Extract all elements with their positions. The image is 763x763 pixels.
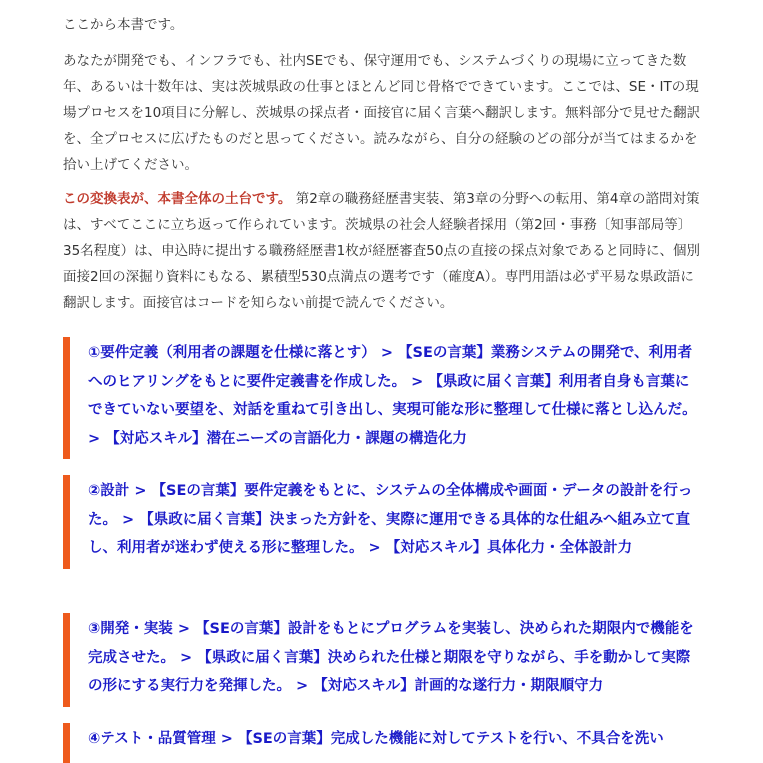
conversion-block-text: ②設計 > 【SEの言葉】要件定義をもとに、システムの全体構成や画面・データの設計を行った。 > 【県政に届く言葉】決まった方針を、実際に運用できる具体的な仕組みへ組み立て直し、利用者が迷わず使える形に整理した。 > 【対応スキル】具体化力・全体設計力 [88, 483, 693, 557]
paragraph-2 [63, 186, 703, 316]
conversion-block-text: ①要件定義（利用者の課題を仕様に落とす） > 【SEの言葉】業務システムの開発で、利用者へのヒアリングをもとに要件定義書を作成した。 > 【県政に届く言葉】利用者自身も言葉にできていない要望を、対話を重ねて引き出し、実現可能な形に整理して仕様に落とし込んだ。 > 【対応スキル】潜在ニーズの言語化力・課題の構造化力 [88, 345, 697, 447]
paragraph-1: あなたが開発でも、インフラでも、社内SEでも、保守運用でも、システムづくりの現場に立ってきた数年、あるいは十数年は、実は茨城県政の仕事とほとんど同じ骨格でできています。ここでは、SE・ITの現場プロセスを10項目に分解し、茨城県の採点者・面接官に届く言葉へ翻訳します。無料部分で見せた翻訳を、全プロセスに広げたものだと思ってください。読みながら、自分の経験のどの部分が当てはまるかを拾い上げてください。 [63, 53, 701, 173]
conversion-block-text: ④テスト・品質管理 > 【SEの言葉】完成した機能に対してテストを行い、不具合を洗い [88, 731, 664, 747]
paragraph-2-highlight: この変換表が、本書全体の土台です。 [63, 191, 292, 207]
intro-text: ここから本書です。 [63, 17, 184, 33]
conversion-block-3 [63, 613, 703, 707]
conversion-block-2 [63, 475, 703, 569]
conversion-block-4 [63, 723, 703, 763]
conversion-block-1 [63, 337, 703, 459]
conversion-block-text: ③開発・実装 > 【SEの言葉】設計をもとにプログラムを実装し、決められた期限内で機能を完成させた。 > 【県政に届く言葉】決められた仕様と期限を守りながら、手を動かして実際の形にする実行力を発揮した。 > 【対応スキル】計画的な遂行力・期限順守力 [88, 621, 694, 695]
paragraph-2-body: 第2章の職務経歴書実装、第3章の分野への転用、第4章の諮問対策は、すべてここに立ち返って作られています。茨城県の社会人経験者採用（第2回・事務〔知事部局等〕35名程度）は、申込時に提出する職務経歴書1枚が経歴審査50点の直接の採点対象であると同時に、個別面接2回の深掘り資料にもなる、累積型530点満点の選考です（確度A）。専門用語は必ず平易な県政語に翻訳します。面接官はコードを知らない前提で読んでください。 [63, 191, 700, 311]
